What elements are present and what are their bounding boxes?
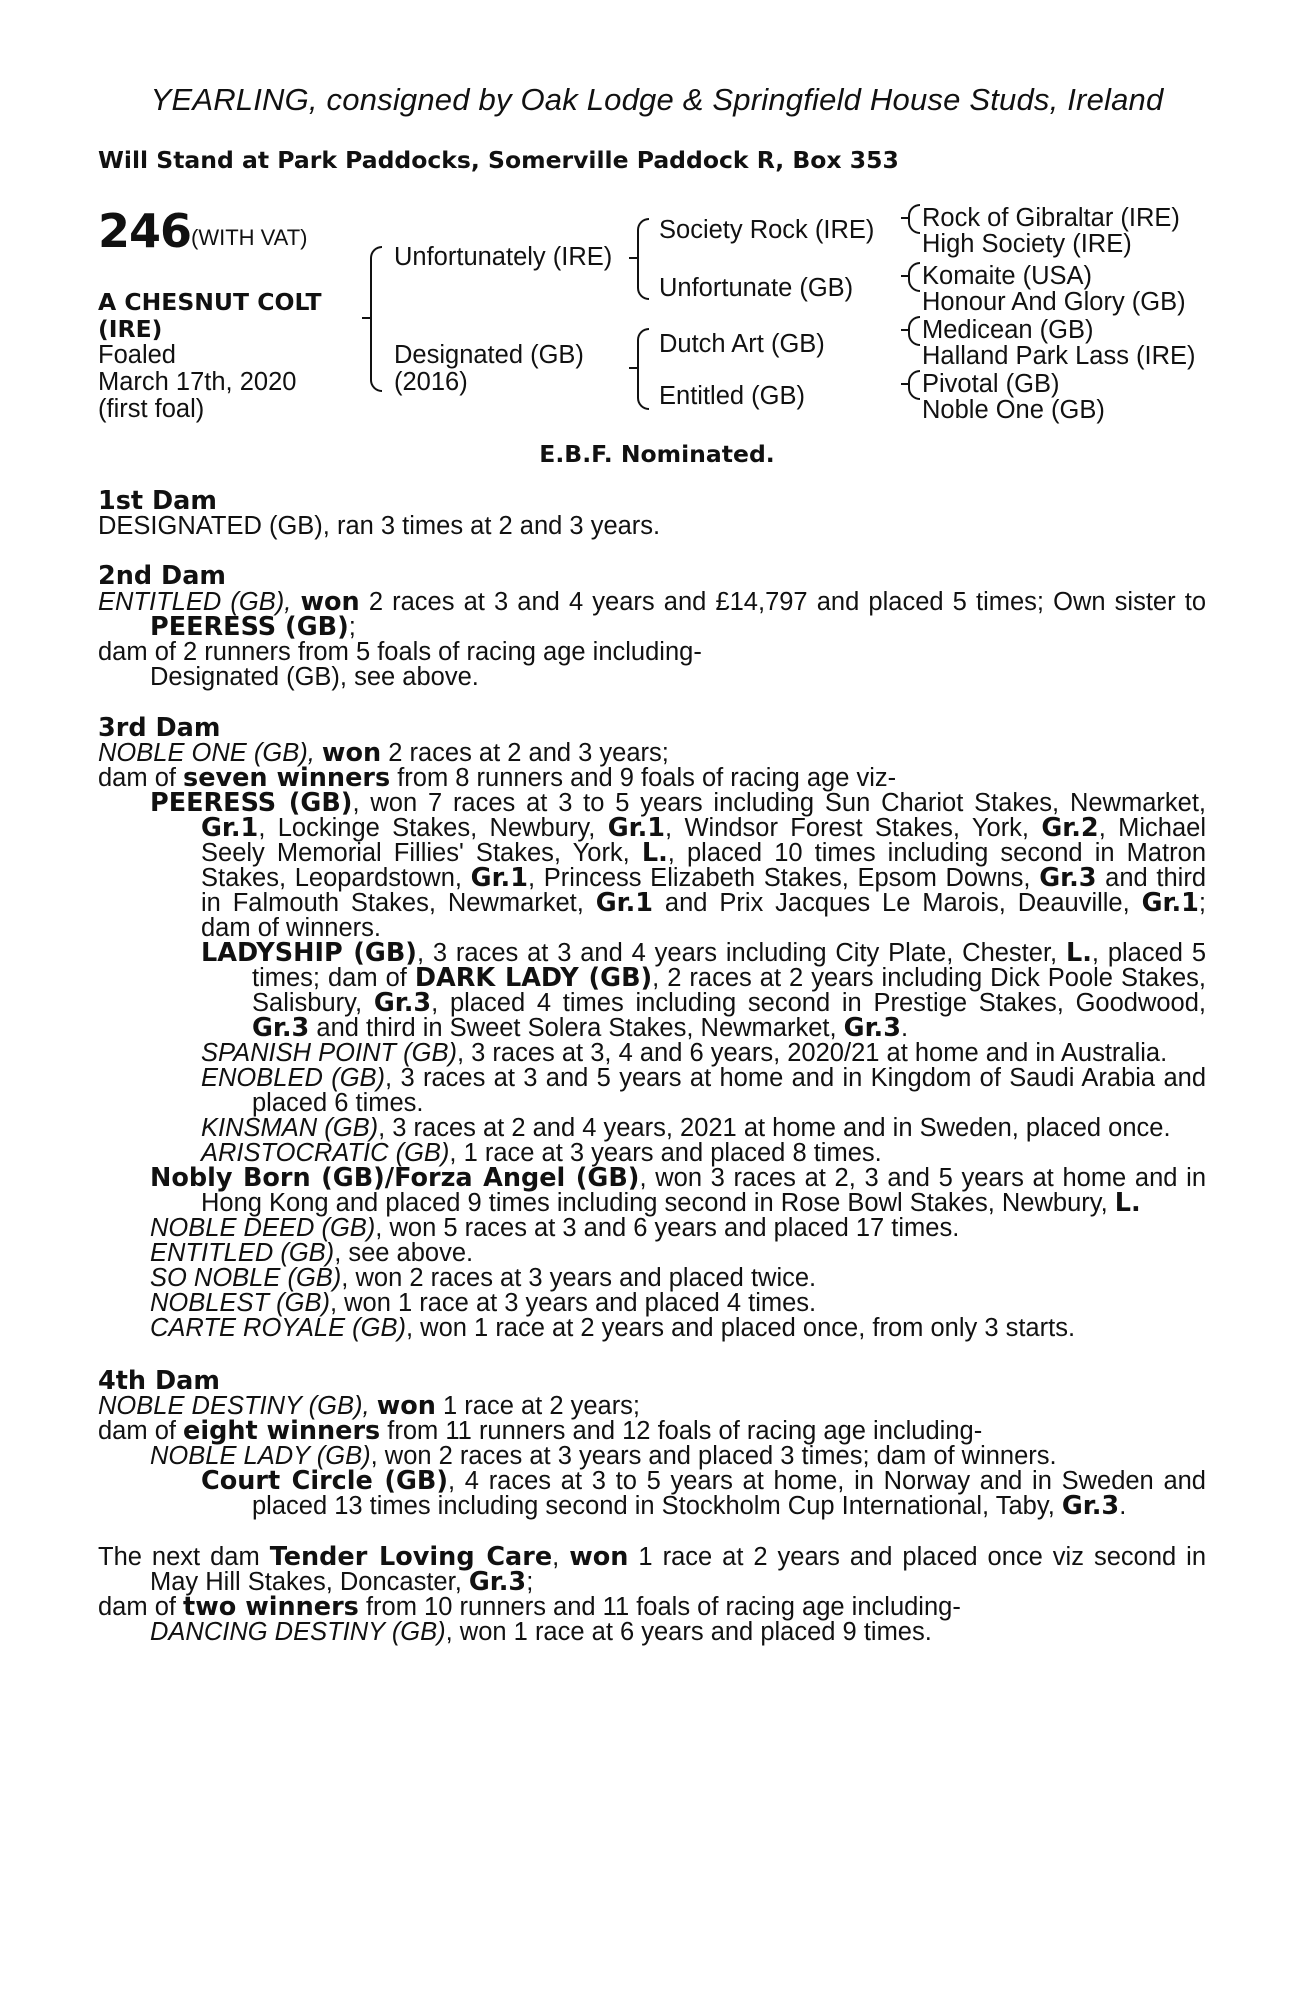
pedigree-gen3-8: Noble One (GB) <box>922 396 1105 424</box>
peeress-line-4: Stakes, Leopardstown, Gr.1, Princess Elizabeth Stakes, Epsom Downs, Gr.3 and third <box>201 863 1207 893</box>
fourth-dam-line-1: NOBLE DESTINY (GB), won 1 race at 2 years; <box>98 1391 641 1421</box>
pedigree-sire: Unfortunately (IRE) <box>394 243 613 271</box>
kinsman-line: KINSMAN (GB), 3 races at 2 and 4 years, 2021 at home and in Sweden, placed once. <box>201 1114 1171 1142</box>
spanish-point-line: SPANISH POINT (GB), 3 races at 3, 4 and 6 years, 2020/21 at home and in Australia. <box>201 1039 1168 1067</box>
second-dam-heading: 2nd Dam <box>98 561 226 591</box>
pedigree-sire-dam: Unfortunate (GB) <box>659 274 854 302</box>
pedigree-sire-sire: Society Rock (IRE) <box>659 216 875 244</box>
pedigree-gen3-3: Komaite (USA) <box>922 262 1093 290</box>
ladyship-line-2: times; dam of DARK LADY (GB), 2 races at 2 years including Dick Poole Stakes, <box>252 963 1207 993</box>
third-dam-line-2: dam of seven winners from 8 runners and 9 foals of racing age viz- <box>98 763 897 793</box>
consignor-line: YEARLING, consigned by Oak Lodge & Springfield House Studs, Ireland <box>150 82 1164 117</box>
third-dam-line-1: NOBLE ONE (GB), won 2 races at 2 and 3 years; <box>98 738 669 768</box>
third-dam-heading: 3rd Dam <box>98 713 221 743</box>
pedigree-gen3-4: Honour And Glory (GB) <box>922 288 1186 316</box>
fourth-dam-heading: 4th Dam <box>98 1366 220 1396</box>
peeress-line-1: PEERESS (GB), won 7 races at 3 to 5 years including Sun Chariot Stakes, Newmarket, <box>150 788 1206 818</box>
ladyship-line-1: LADYSHIP (GB), 3 races at 3 and 4 years including City Plate, Chester, L., placed 5 <box>201 938 1206 968</box>
lot-description-country: (IRE) <box>98 315 163 343</box>
second-dam-line-4: Designated (GB), see above. <box>150 663 479 691</box>
peeress-line-6: dam of winners. <box>201 914 381 942</box>
carte-royale-line: CARTE ROYALE (GB), won 1 race at 2 years and placed once, from only 3 starts. <box>150 1314 1076 1342</box>
so-noble-line: SO NOBLE (GB), won 2 races at 3 years and placed twice. <box>150 1264 817 1292</box>
court-circle-line-2: placed 13 times including second in Stockholm Cup International, Taby, Gr.3. <box>252 1491 1127 1521</box>
next-dam-line-1: The next dam Tender Loving Care, won 1 race at 2 years and placed once viz second in <box>98 1542 1207 1572</box>
aristocratic-line: ARISTOCRATIC (GB), 1 race at 3 years and placed 8 times. <box>201 1139 882 1167</box>
second-dam-line-2: PEERESS (GB); <box>150 612 356 642</box>
foal-note: (first foal) <box>98 395 205 423</box>
peeress-line-2: Gr.1, Lockinge Stakes, Newbury, Gr.1, Windsor Forest Stakes, York, Gr.2, Michael <box>201 813 1206 843</box>
pedigree-dam-year: (2016) <box>394 368 468 396</box>
first-dam-heading: 1st Dam <box>98 486 217 516</box>
standing-line: Will Stand at Park Paddocks, Somerville Paddock R, Box 353 <box>98 146 899 174</box>
peeress-line-3: Seely Memorial Fillies' Stakes, York, L., placed 10 times including second in Matron <box>201 838 1206 868</box>
enobled-line-2: placed 6 times. <box>252 1089 424 1117</box>
second-dam-line-3: dam of 2 runners from 5 foals of racing age including- <box>98 638 702 666</box>
court-circle-line-1: Court Circle (GB), 4 races at 3 to 5 years at home, in Norway and in Sweden and <box>201 1466 1206 1496</box>
pedigree-gen3-5: Medicean (GB) <box>922 316 1094 344</box>
pedigree-gen3-6: Halland Park Lass (IRE) <box>922 342 1196 370</box>
entitled-line: ENTITLED (GB), see above. <box>150 1239 474 1267</box>
pedigree-dam-sire: Dutch Art (GB) <box>659 330 825 358</box>
noble-deed-line: NOBLE DEED (GB), won 5 races at 3 and 6 years and placed 17 times. <box>150 1214 960 1242</box>
enobled-line-1: ENOBLED (GB), 3 races at 3 and 5 years at home and in Kingdom of Saudi Arabia and <box>201 1064 1206 1092</box>
pedigree-gen3-2: High Society (IRE) <box>922 230 1132 258</box>
noblest-line: NOBLEST (GB), won 1 race at 3 years and placed 4 times. <box>150 1289 817 1317</box>
lot-number: 246 <box>98 204 192 258</box>
next-dam-line-3: dam of two winners from 10 runners and 11 foals of racing age including- <box>98 1592 961 1622</box>
ladyship-line-3: Salisbury, Gr.3, placed 4 times including second in Prestige Stakes, Goodwood, <box>252 988 1206 1018</box>
next-dam-line-4: DANCING DESTINY (GB), won 1 race at 6 years and placed 9 times. <box>150 1618 932 1646</box>
nobly-born-line-1: Nobly Born (GB)/Forza Angel (GB), won 3 races at 2, 3 and 5 years at home and in <box>150 1163 1207 1193</box>
next-dam-line-2: May Hill Stakes, Doncaster, Gr.3; <box>150 1567 534 1597</box>
pedigree-dam: Designated (GB) <box>394 341 584 369</box>
foaled-label: Foaled <box>98 341 176 369</box>
first-dam-line: DESIGNATED (GB), ran 3 times at 2 and 3 years. <box>98 512 661 540</box>
ebf-nominated: E.B.F. Nominated. <box>539 440 775 468</box>
peeress-line-5: in Falmouth Stakes, Newmarket, Gr.1 and Prix Jacques Le Marois, Deauville, Gr.1; <box>201 888 1206 918</box>
vat-note: (WITH VAT) <box>191 225 308 250</box>
noble-lady-line: NOBLE LADY (GB), won 2 races at 3 years and placed 3 times; dam of winners. <box>150 1442 1057 1470</box>
ladyship-line-4: Gr.3 and third in Sweet Solera Stakes, Newmarket, Gr.3. <box>252 1013 909 1043</box>
nobly-born-line-2: Hong Kong and placed 9 times including second in Rose Bowl Stakes, Newbury, L. <box>201 1188 1141 1218</box>
second-dam-line-1: ENTITLED (GB), won 2 races at 3 and 4 years and £14,797 and placed 5 times; Own sister to <box>98 587 1207 617</box>
foaled-date: March 17th, 2020 <box>98 368 297 396</box>
lot-description: A CHESNUT COLT <box>98 288 322 316</box>
pedigree-gen3-7: Pivotal (GB) <box>922 370 1060 398</box>
pedigree-dam-dam: Entitled (GB) <box>659 382 805 410</box>
pedigree-gen3-1: Rock of Gibraltar (IRE) <box>922 204 1180 232</box>
fourth-dam-line-2: dam of eight winners from 11 runners and 12 foals of racing age including- <box>98 1416 983 1446</box>
